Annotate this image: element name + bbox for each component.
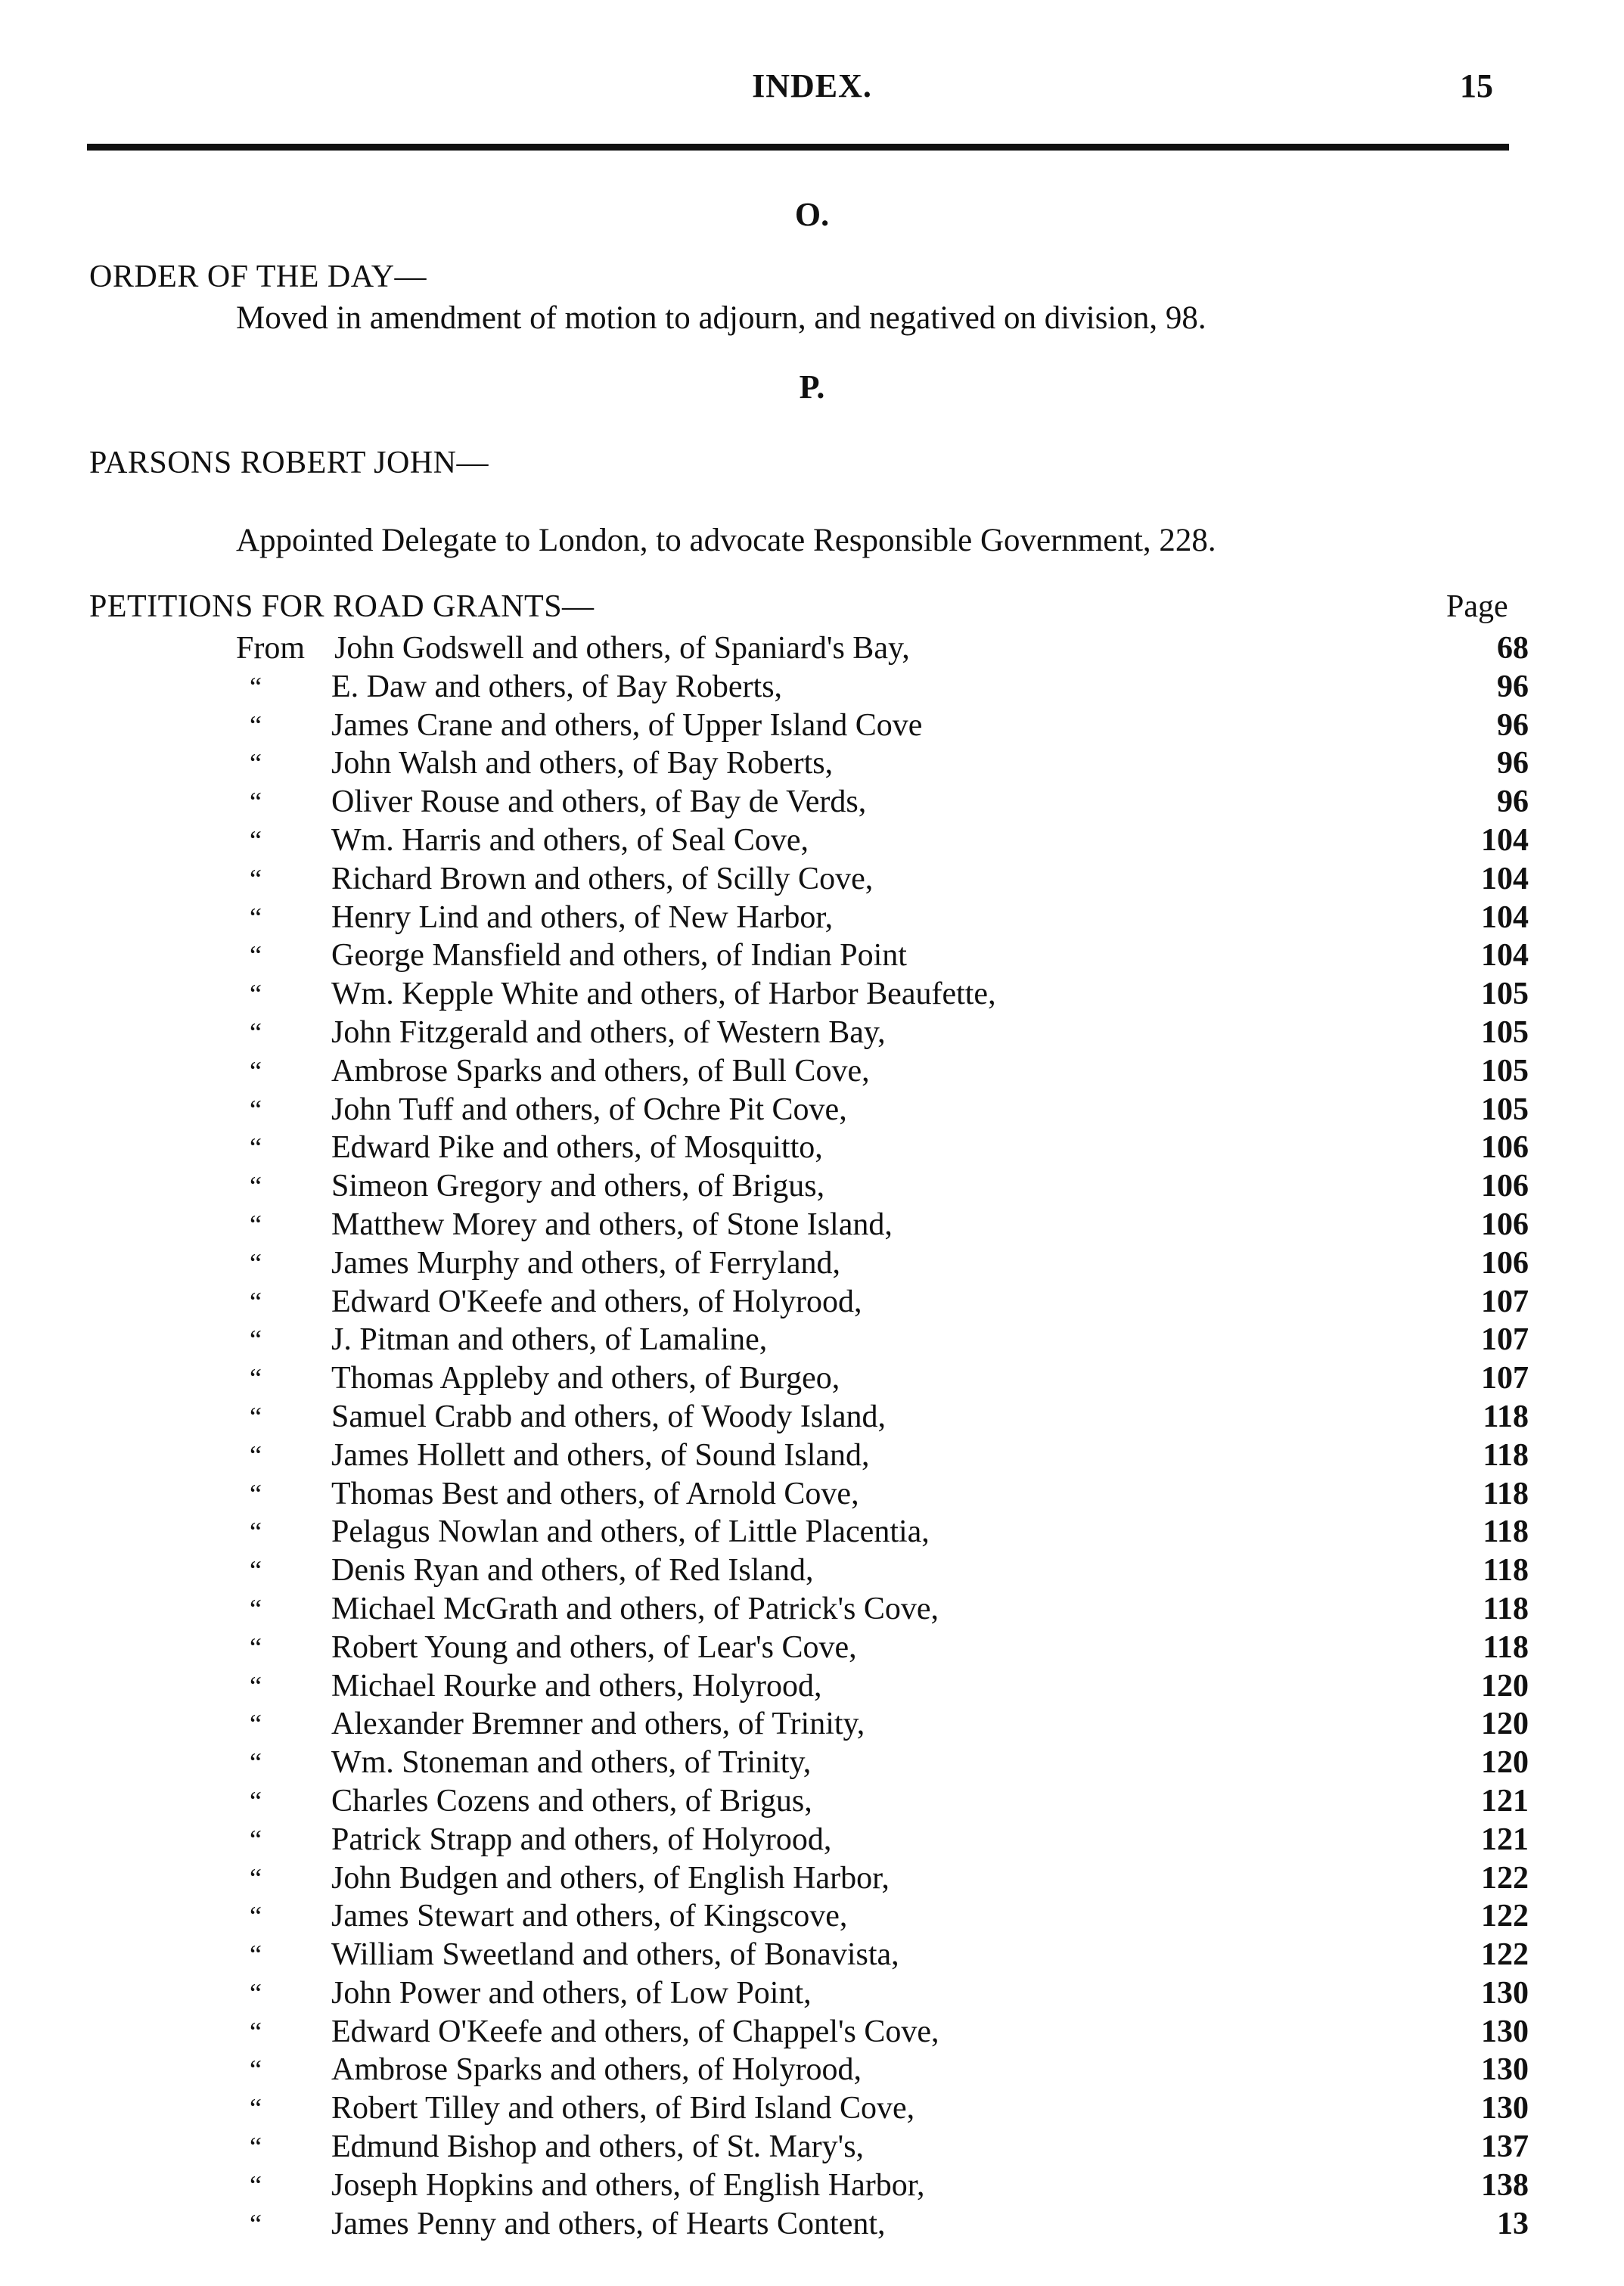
ditto-mark: “	[250, 1401, 262, 1432]
list-item	[0, 1782, 1624, 1821]
list-item	[0, 1359, 1624, 1398]
ditto-mark: “	[250, 710, 262, 741]
entry-heading-parsons: PARSONS ROBERT JOHN—	[89, 446, 489, 480]
ditto-mark: “	[250, 1171, 262, 1202]
header-rule	[87, 144, 1509, 151]
petitioner-name: Ambrose Sparks and others, of Holyrood,	[331, 2052, 862, 2088]
petitioner-name: James Murphy and others, of Ferryland,	[331, 1245, 841, 1281]
page-reference: 105	[1481, 1092, 1529, 1127]
list-item	[0, 744, 1624, 783]
list-item	[0, 2013, 1624, 2051]
petition-list	[0, 629, 1624, 2243]
list-item	[0, 860, 1624, 899]
page-reference: 118	[1483, 1399, 1529, 1434]
petitioner-name: Wm. Harris and others, of Seal Cove,	[331, 822, 809, 858]
page-reference: 130	[1481, 1975, 1529, 2011]
list-item	[0, 1936, 1624, 1974]
ditto-mark: “	[250, 787, 262, 818]
petitioner-name: Simeon Gregory and others, of Brigus,	[331, 1169, 825, 1204]
page-reference: 106	[1481, 1245, 1529, 1281]
page-reference: 104	[1481, 938, 1529, 974]
page-reference: 138	[1481, 2167, 1529, 2203]
petitioner-name: Henry Lind and others, of New Harbor,	[331, 899, 834, 935]
page-reference: 106	[1481, 1130, 1529, 1166]
list-item	[0, 1321, 1624, 1359]
ditto-mark: “	[250, 825, 262, 856]
list-item	[0, 1014, 1624, 1052]
petitioner-name: Robert Young and others, of Lear's Cove,	[331, 1629, 857, 1665]
petitioner-name: Edward Pike and others, of Mosquitto,	[331, 1130, 823, 1166]
list-item	[0, 1705, 1624, 1744]
list-item	[0, 707, 1624, 745]
ditto-mark: “	[250, 2093, 262, 2124]
list-item	[0, 783, 1624, 822]
petitioner-name: Patrick Strapp and others, of Holyrood,	[331, 1822, 832, 1857]
list-item	[0, 1859, 1624, 1898]
page-reference: 13	[1497, 2206, 1529, 2241]
ditto-mark: “	[250, 2170, 262, 2201]
ditto-mark: “	[250, 1632, 262, 1663]
ditto-mark: “	[250, 1862, 262, 1893]
page-reference: 121	[1481, 1783, 1529, 1819]
ditto-mark: “	[250, 1747, 262, 1778]
ditto-mark: “	[250, 940, 262, 971]
ditto-mark: “	[250, 1440, 262, 1471]
list-item	[0, 1513, 1624, 1551]
list-item	[0, 822, 1624, 860]
running-title: INDEX.	[752, 67, 872, 104]
petitioner-name: Richard Brown and others, of Scilly Cove,	[331, 861, 874, 896]
list-item	[0, 1821, 1624, 1859]
list-item	[0, 1590, 1624, 1629]
petitioner-name: Edward O'Keefe and others, of Holyrood,	[331, 1284, 862, 1319]
list-item	[0, 936, 1624, 975]
ditto-mark: “	[250, 1517, 262, 1548]
petitioner-name: Ambrose Sparks and others, of Bull Cove,	[331, 1053, 870, 1089]
ditto-mark: “	[250, 1286, 262, 1317]
section-letter-o: O.	[794, 196, 830, 233]
from-label: From	[236, 631, 306, 666]
page-reference: 118	[1483, 1591, 1529, 1626]
petitioner-name: James Stewart and others, of Kingscove,	[331, 1899, 848, 1934]
list-item	[0, 1667, 1624, 1706]
ditto-mark: “	[250, 1478, 262, 1509]
list-item	[0, 1091, 1624, 1129]
entry-text-parsons: Appointed Delegate to London, to advocate Responsible Government, 228.	[236, 523, 1216, 558]
ditto-mark: “	[250, 1785, 262, 1816]
entry-heading-order-of-the-day: ORDER OF THE DAY—	[89, 259, 427, 294]
ditto-mark: “	[250, 1593, 262, 1624]
ditto-mark: “	[250, 1325, 262, 1356]
page-reference: 122	[1481, 1860, 1529, 1896]
page-reference: 122	[1481, 1937, 1529, 1973]
ditto-mark: “	[250, 2055, 262, 2086]
ditto-mark: “	[250, 1940, 262, 1971]
petitioner-name: Wm. Kepple White and others, of Harbor Beaufette,	[331, 977, 996, 1012]
list-item	[0, 1551, 1624, 1590]
petitioner-name: James Penny and others, of Hearts Content,	[331, 2206, 886, 2241]
list-item	[0, 1437, 1624, 1475]
page-reference: 104	[1481, 861, 1529, 896]
petitioner-name: John Walsh and others, of Bay Roberts,	[331, 746, 834, 781]
petitioner-name: Joseph Hopkins and others, of English Harbor,	[331, 2167, 925, 2203]
petitioner-name: Thomas Appleby and others, of Burgeo,	[331, 1361, 840, 1396]
page-reference: 130	[1481, 2091, 1529, 2126]
page-reference: 107	[1481, 1361, 1529, 1396]
page-reference: 118	[1483, 1437, 1529, 1473]
ditto-mark: “	[250, 1901, 262, 1932]
list-item	[0, 2128, 1624, 2166]
petitioner-name: John Tuff and others, of Ochre Pit Cove,	[331, 1092, 847, 1127]
list-item	[0, 1629, 1624, 1667]
page-reference: 118	[1483, 1629, 1529, 1665]
page-reference: 120	[1481, 1745, 1529, 1781]
ditto-mark: “	[250, 1555, 262, 1586]
ditto-mark: “	[250, 1132, 262, 1163]
ditto-mark: “	[250, 2132, 262, 2163]
page-reference: 107	[1481, 1322, 1529, 1358]
list-item	[0, 668, 1624, 707]
list-item	[0, 1744, 1624, 1782]
page-column-heading: Page	[1446, 589, 1508, 624]
ditto-mark: “	[250, 1247, 262, 1278]
page-reference: 105	[1481, 1053, 1529, 1089]
page-reference: 106	[1481, 1169, 1529, 1204]
petitioner-name: Edmund Bishop and others, of St. Mary's,	[331, 2129, 865, 2165]
petitioner-name: Robert Tilley and others, of Bird Island Cove,	[331, 2091, 915, 2126]
list-item	[0, 1129, 1624, 1167]
list-item	[0, 1897, 1624, 1936]
petitioner-name: John Budgen and others, of English Harbor,	[331, 1860, 890, 1896]
list-item	[0, 2205, 1624, 2244]
entry-text-order-of-the-day: Moved in amendment of motion to adjourn, and negatived on division, 98.	[236, 300, 1206, 336]
page-reference: 130	[1481, 2052, 1529, 2088]
petitioner-name: E. Daw and others, of Bay Roberts,	[331, 669, 783, 704]
petitioner-name: John Power and others, of Low Point,	[331, 1975, 812, 2011]
page-reference: 137	[1481, 2129, 1529, 2165]
petitioner-name: William Sweetland and others, of Bonavista,	[331, 1937, 899, 1973]
petitioner-name: James Hollett and others, of Sound Island,	[331, 1437, 870, 1473]
page-reference: 105	[1481, 1014, 1529, 1050]
ditto-mark: “	[250, 1977, 262, 2008]
ditto-mark: “	[250, 902, 262, 933]
petitioner-name: John Godswell and others, of Spaniard's Bay,	[334, 631, 910, 666]
petitioner-name: Wm. Stoneman and others, of Trinity,	[331, 1745, 812, 1781]
ditto-mark: “	[250, 2208, 262, 2239]
ditto-mark: “	[250, 1209, 262, 1240]
petitioner-name: Alexander Bremner and others, of Trinity,	[331, 1707, 865, 1742]
list-item	[0, 1052, 1624, 1091]
list-item	[0, 1206, 1624, 1244]
page-reference: 107	[1481, 1284, 1529, 1319]
page-reference: 104	[1481, 822, 1529, 858]
page-reference: 122	[1481, 1899, 1529, 1934]
ditto-mark: “	[250, 1363, 262, 1394]
page-reference: 120	[1481, 1668, 1529, 1704]
ditto-mark: “	[250, 1670, 262, 1701]
ditto-mark: “	[250, 671, 262, 702]
ditto-mark: “	[250, 979, 262, 1010]
page-reference: 105	[1481, 977, 1529, 1012]
petitioner-name: Samuel Crabb and others, of Woody Island,	[331, 1399, 887, 1434]
list-item	[0, 1244, 1624, 1283]
page-reference: 120	[1481, 1707, 1529, 1742]
petitioner-name: Michael Rourke and others, Holyrood,	[331, 1668, 822, 1704]
list-item	[0, 2166, 1624, 2205]
petitioner-name: Edward O'Keefe and others, of Chappel's Cove,	[331, 2014, 939, 2049]
page-reference: 96	[1497, 707, 1529, 743]
petitioner-name: Matthew Morey and others, of Stone Island,	[331, 1207, 893, 1242]
ditto-mark: “	[250, 2016, 262, 2047]
list-item	[0, 1283, 1624, 1322]
list-item	[0, 1398, 1624, 1437]
list-item	[0, 1167, 1624, 1206]
petitioner-name: John Fitzgerald and others, of Western Bay,	[331, 1014, 886, 1050]
ditto-mark: “	[250, 1055, 262, 1086]
page-reference: 96	[1497, 669, 1529, 704]
entry-heading-petitions: PETITIONS FOR ROAD GRANTS—	[89, 589, 595, 624]
list-item	[0, 1974, 1624, 2013]
ditto-mark: “	[250, 1824, 262, 1855]
page-reference: 96	[1497, 784, 1529, 820]
ditto-mark: “	[250, 1094, 262, 1125]
petitioner-name: George Mansfield and others, of Indian Point	[331, 938, 907, 974]
page-reference: 130	[1481, 2014, 1529, 2049]
ditto-mark: “	[250, 1017, 262, 1048]
petitioner-name: Charles Cozens and others, of Brigus,	[331, 1783, 812, 1819]
petitioner-name: Oliver Rouse and others, of Bay de Verds,	[331, 784, 867, 820]
list-item	[0, 629, 1624, 668]
ditto-mark: “	[250, 1709, 262, 1740]
list-item	[0, 975, 1624, 1014]
section-letter-p: P.	[799, 368, 825, 405]
list-item	[0, 1475, 1624, 1514]
list-item	[0, 899, 1624, 937]
page-number: 15	[1460, 67, 1493, 104]
petitioner-name: Denis Ryan and others, of Red Island,	[331, 1553, 814, 1589]
page-reference: 68	[1497, 631, 1529, 666]
petitioner-name: J. Pitman and others, of Lamaline,	[331, 1322, 768, 1358]
page-reference: 118	[1483, 1553, 1529, 1589]
ditto-mark: “	[250, 863, 262, 894]
page-reference: 121	[1481, 1822, 1529, 1857]
list-item	[0, 2089, 1624, 2128]
petitioner-name: Thomas Best and others, of Arnold Cove,	[331, 1476, 859, 1511]
petitioner-name: James Crane and others, of Upper Island Cove	[331, 707, 923, 743]
page-reference: 106	[1481, 1207, 1529, 1242]
petitioner-name: Pelagus Nowlan and others, of Little Placentia,	[331, 1514, 930, 1550]
page-reference: 118	[1483, 1514, 1529, 1550]
page-reference: 96	[1497, 746, 1529, 781]
list-item	[0, 2051, 1624, 2089]
ditto-mark: “	[250, 748, 262, 779]
page-reference: 118	[1483, 1476, 1529, 1511]
page-reference: 104	[1481, 899, 1529, 935]
petitioner-name: Michael McGrath and others, of Patrick's Cove,	[331, 1591, 939, 1626]
